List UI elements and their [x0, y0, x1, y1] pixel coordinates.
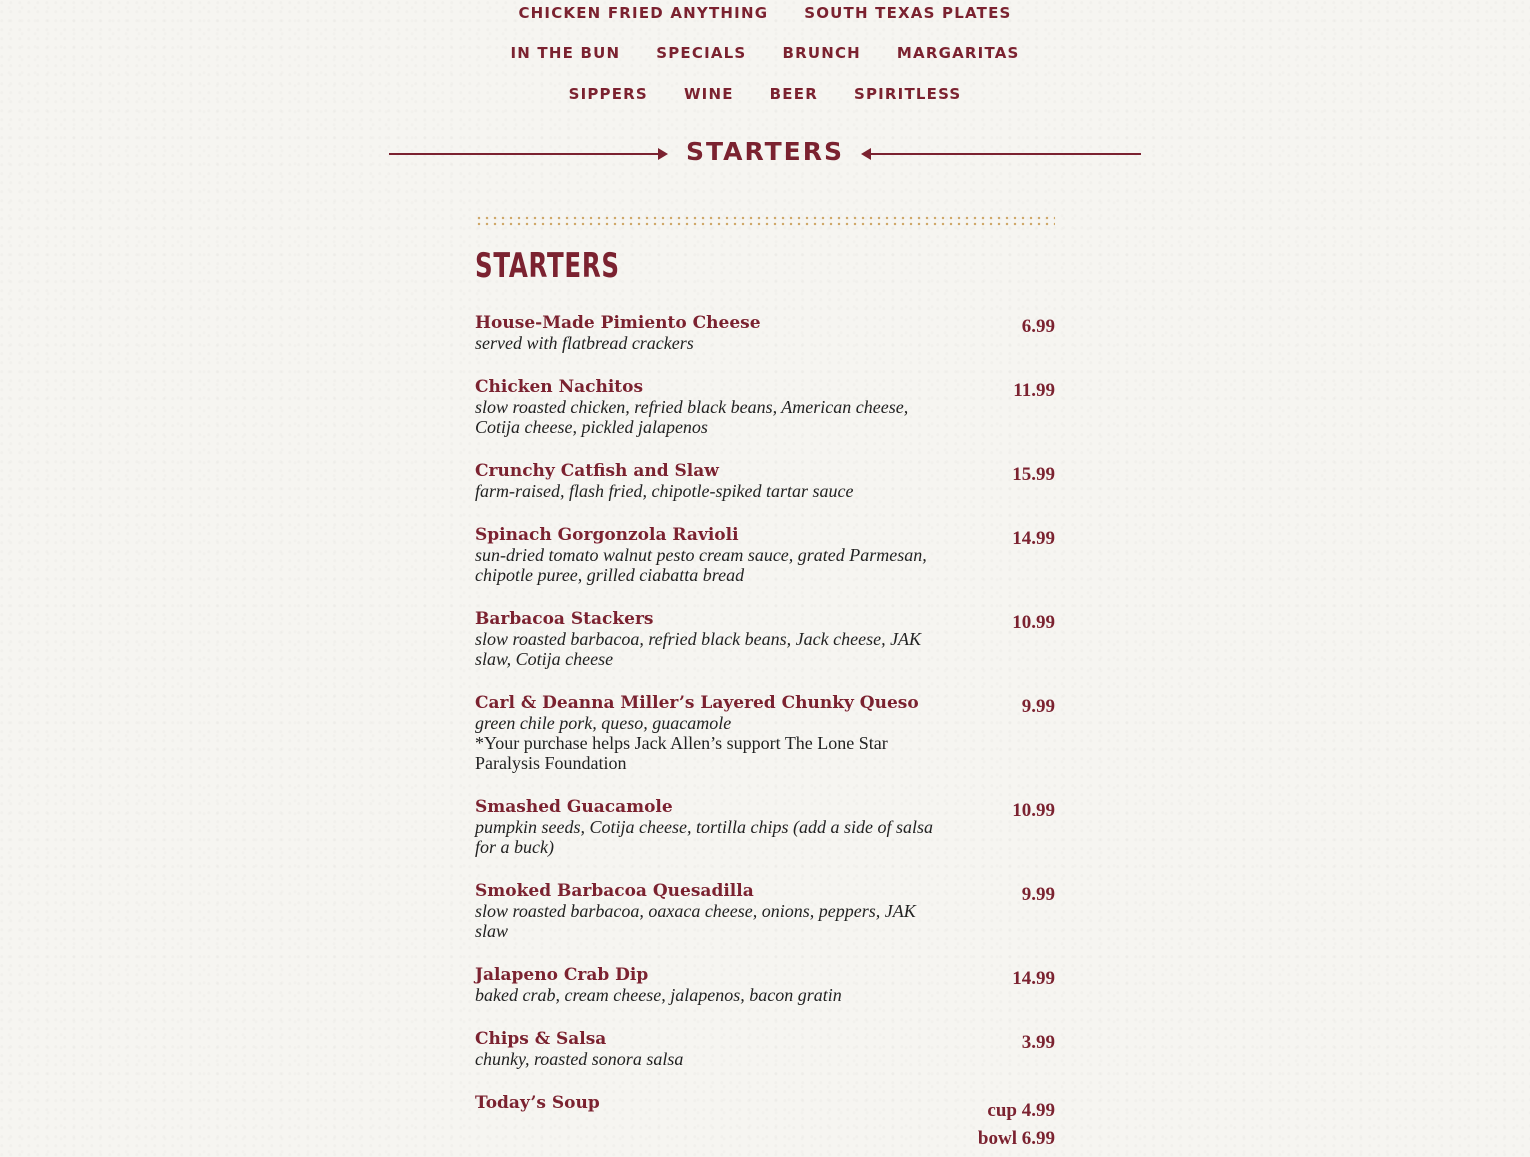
item-name: House-Made Pimiento Cheese	[475, 313, 761, 333]
menu-list	[475, 313, 1055, 1149]
nav-link-brunch[interactable]: BRUNCH	[782, 44, 861, 62]
soup-prices	[978, 1097, 1055, 1153]
item-price: 14.99	[1012, 968, 1055, 989]
item-name: Crunchy Catfish and Slaw	[475, 461, 719, 481]
menu-item	[475, 377, 1055, 437]
item-price: 6.99	[1021, 316, 1055, 337]
soup-bowl-price: bowl 6.99	[977, 1128, 1055, 1149]
item-price: 15.99	[1012, 464, 1055, 485]
heading-rule-left	[389, 153, 661, 155]
menu-item	[475, 1029, 1055, 1069]
item-name: Today’s Soup	[475, 1093, 600, 1113]
nav-link-chicken-fried-anything[interactable]: CHICKEN FRIED ANYTHING	[518, 4, 769, 22]
menu-item	[475, 797, 1055, 857]
item-description: baked crab, cream cheese, jalapenos, bacon gratin	[475, 985, 842, 1005]
category-nav-row-2	[0, 43, 1530, 63]
nav-link-spiritless[interactable]: SPIRITLESS	[853, 85, 962, 103]
dotted-divider	[475, 215, 1055, 227]
item-price: 9.99	[1021, 696, 1055, 717]
item-description: served with flatbread crackers	[475, 333, 694, 353]
item-description: slow roasted barbacoa, refried black beans, Jack cheese, JAK slaw, Cotija cheese	[475, 629, 922, 669]
menu-item	[475, 525, 1055, 585]
menu-item	[475, 609, 1055, 669]
nav-link-in-the-bun[interactable]: IN THE BUN	[510, 44, 621, 62]
item-name: Barbacoa Stackers	[475, 609, 654, 629]
item-name: Jalapeno Crab Dip	[475, 965, 649, 985]
nav-link-wine[interactable]: WINE	[683, 85, 734, 103]
menu-item	[475, 881, 1055, 941]
menu-item	[475, 313, 1055, 353]
nav-link-south-texas-plates[interactable]: SOUTH TEXAS PLATES	[804, 4, 1012, 22]
item-description: farm-raised, flash fried, chipotle-spiked tartar sauce	[475, 481, 854, 501]
nav-link-beer[interactable]: BEER	[769, 85, 818, 103]
item-name: Smoked Barbacoa Quesadilla	[475, 881, 754, 901]
category-nav-row-1	[0, 3, 1530, 23]
heading-rule-right	[868, 153, 1141, 155]
item-charity-note: *Your purchase helps Jack Allen’s support The Lone Star Paralysis Foundation	[475, 733, 888, 773]
item-description: sun-dried tomato walnut pesto cream sauce, grated Parmesan, chipotle puree, grilled ciabatta bread	[475, 545, 927, 585]
item-price: 11.99	[1013, 380, 1055, 401]
item-name: Chips & Salsa	[475, 1029, 607, 1049]
section-heading: STARTERS	[686, 137, 844, 166]
item-name: Spinach Gorgonzola Ravioli	[475, 525, 739, 545]
nav-link-sippers[interactable]: SIPPERS	[568, 85, 648, 103]
nav-link-specials[interactable]: SPECIALS	[656, 44, 747, 62]
item-name: Chicken Nachitos	[475, 377, 644, 397]
nav-link-margaritas[interactable]: MARGARITAS	[896, 44, 1020, 62]
item-description: slow roasted barbacoa, oaxaca cheese, onions, peppers, JAK slaw	[475, 901, 916, 941]
item-name: Carl & Deanna Miller’s Layered Chunky Queso	[475, 693, 919, 713]
soup-cup-price: cup 4.99	[987, 1100, 1055, 1121]
menu-item	[475, 461, 1055, 501]
item-name: Smashed Guacamole	[475, 797, 673, 817]
item-description: green chile pork, queso, guacamole	[475, 713, 732, 733]
item-price: 14.99	[1012, 528, 1055, 549]
category-title: STARTERS	[475, 246, 620, 286]
item-price: 10.99	[1012, 612, 1055, 633]
item-price: 3.99	[1021, 1032, 1055, 1053]
item-description: chunky, roasted sonora salsa	[475, 1049, 684, 1069]
menu-item	[475, 693, 1055, 773]
item-price: 9.99	[1021, 884, 1055, 905]
item-description: pumpkin seeds, Cotija cheese, tortilla chips (add a side of salsa for a buck)	[475, 817, 933, 857]
category-nav-row-3	[0, 84, 1530, 104]
menu-item	[475, 965, 1055, 1005]
item-description: slow roasted chicken, refried black beans, American cheese, Cotija cheese, pickled jalapenos	[475, 397, 909, 437]
item-price: 10.99	[1012, 800, 1055, 821]
menu-item-soup	[475, 1093, 1055, 1149]
